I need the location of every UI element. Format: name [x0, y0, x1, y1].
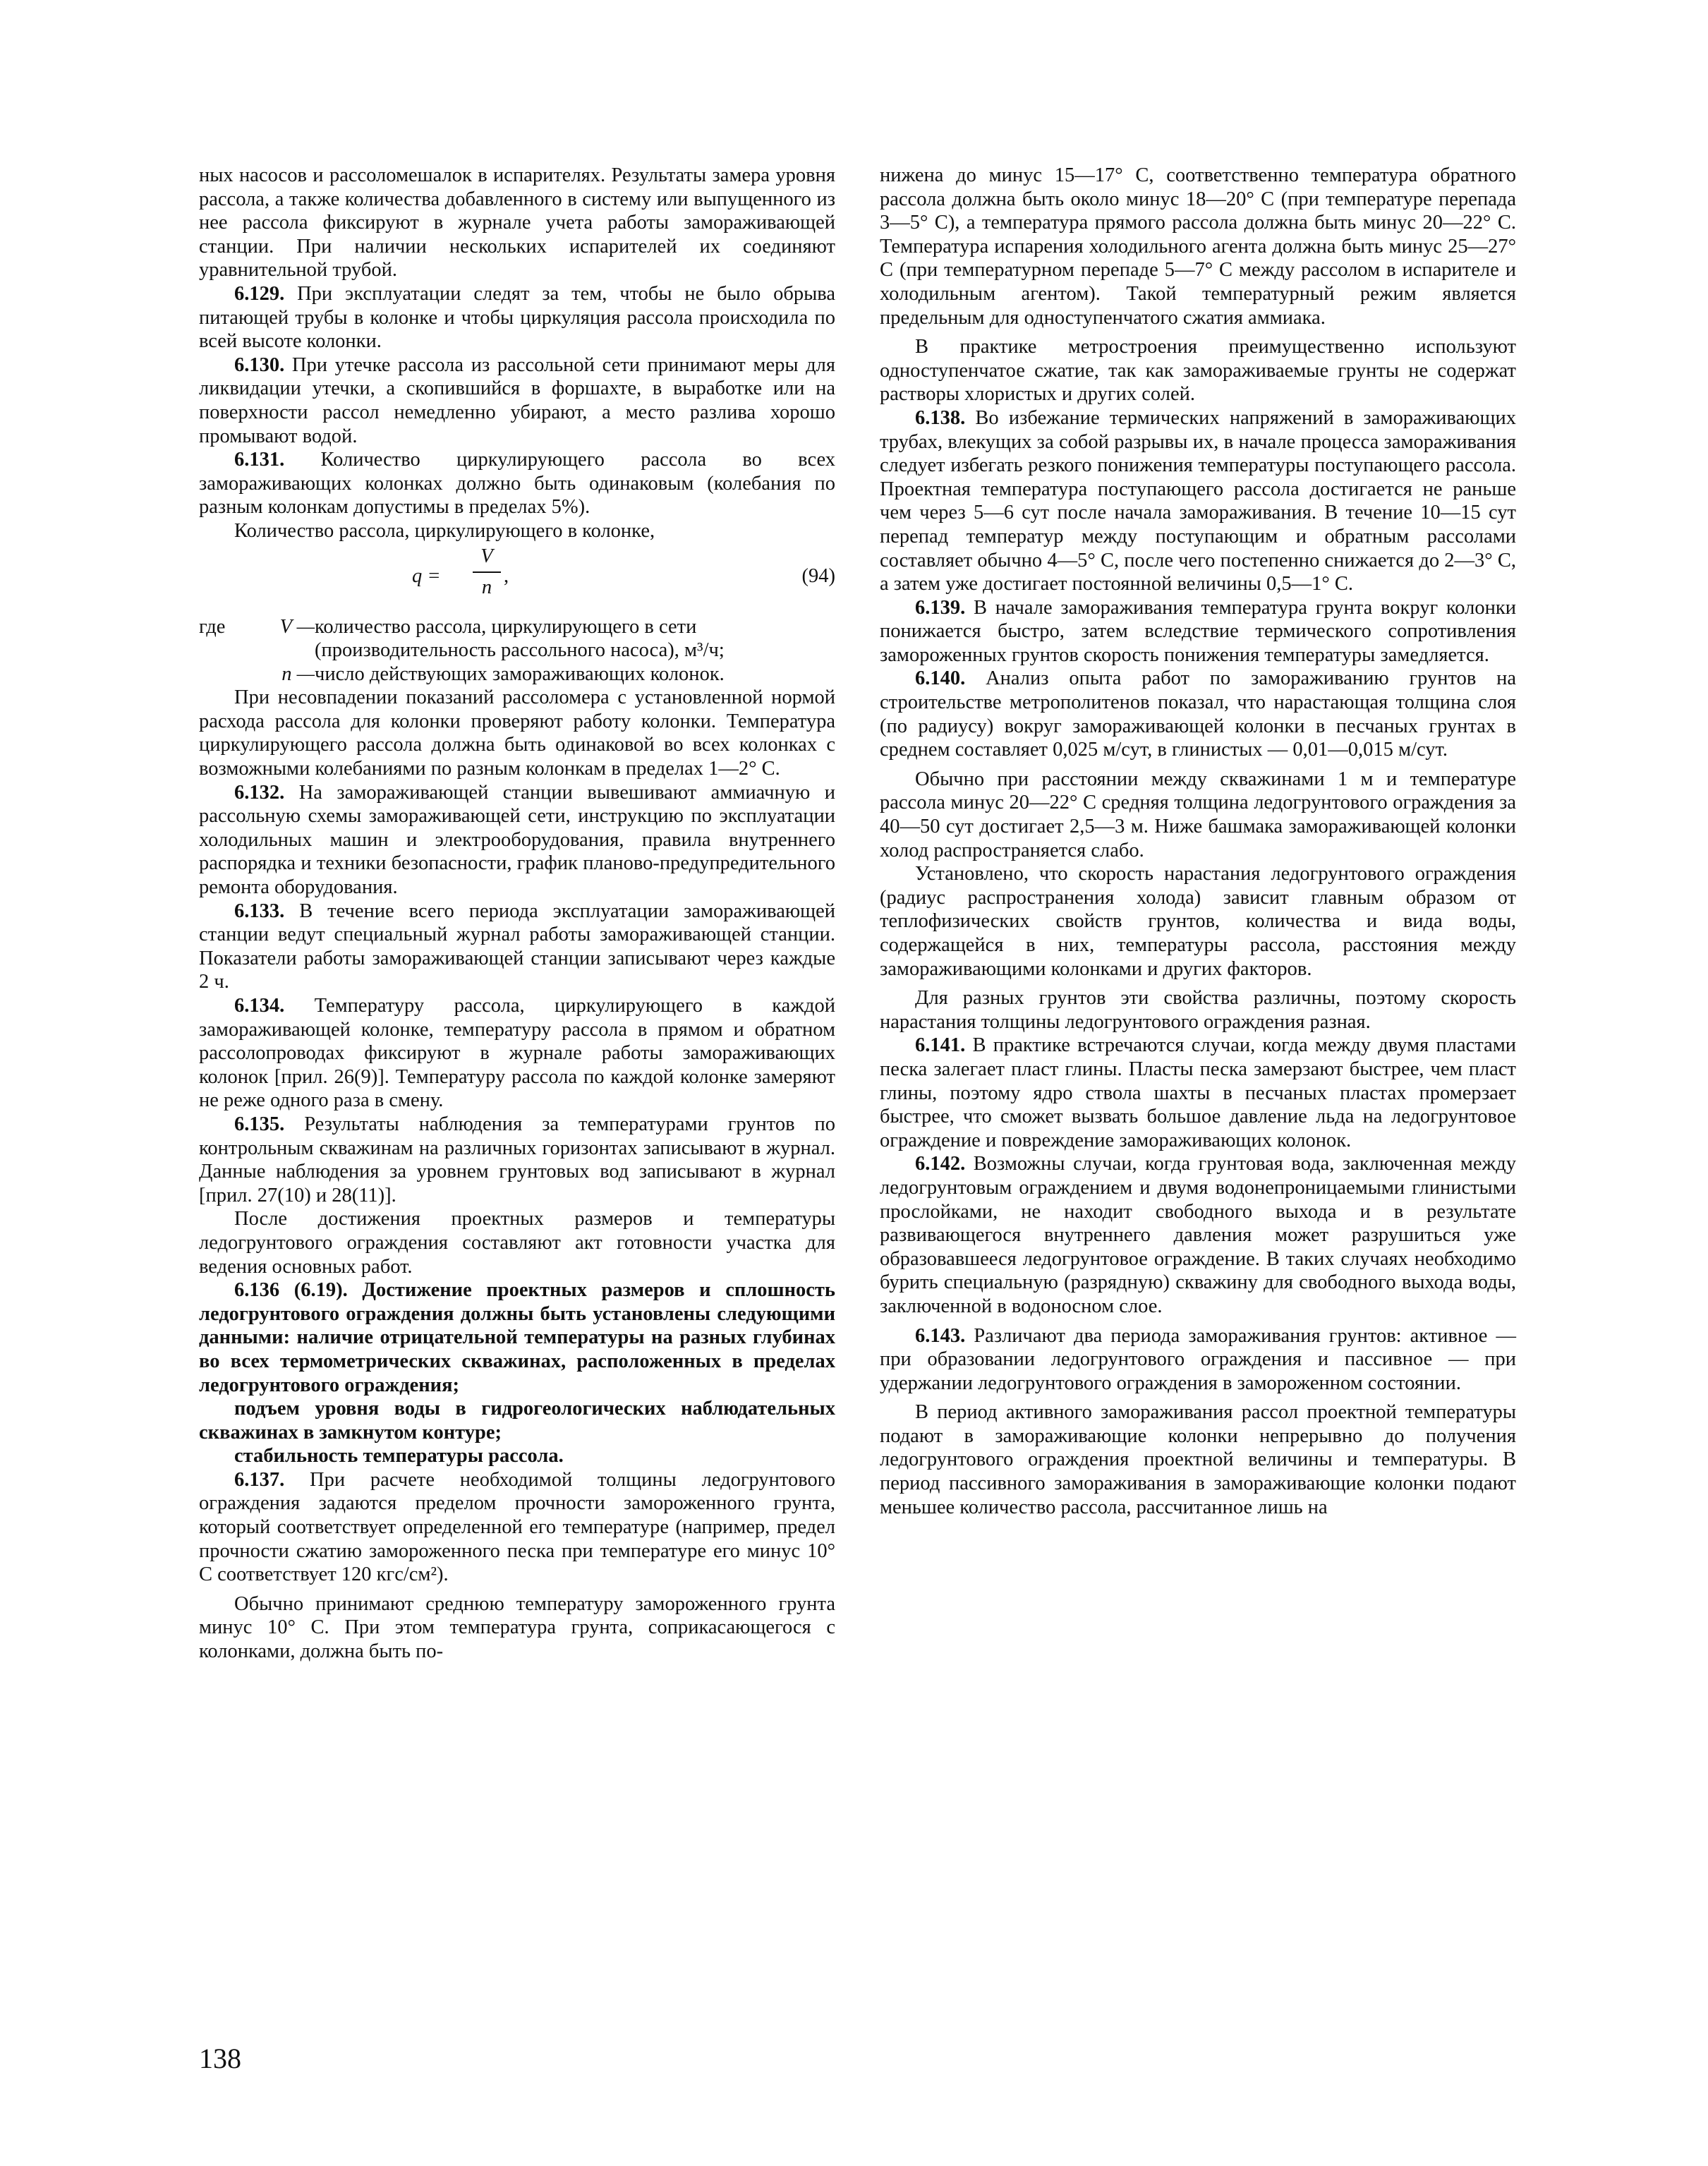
legend-text-continued: (производительность рассольного насоса), м³/ч;	[315, 639, 725, 662]
formula-legend	[199, 615, 835, 686]
right-column	[880, 164, 1516, 1519]
clause-number: 6.140.	[915, 667, 966, 690]
clause-text: Температуру рассола, циркулирующего в каждой замораживающей колонке, температуру рассола в прямом и обратном рассолопроводах фиксируют в журнале работы замораживающих колонок [прил. 26(9)]. Температуру рассола по каждой колонке замеряют не реже одного раза в смену.	[199, 995, 835, 1112]
paragraph: Для разных грунтов эти свойства различны, поэтому скорость нарастания толщины ледогрунтового ограждения разная.	[880, 987, 1516, 1033]
clause-text: Возможны случаи, когда грунтовая вода, заключенная между ледогрунтовым ограждением и двумя водонепроницаемыми глинистыми прослойками, не находит свободного выхода и в результате развивающегося внутреннего давления может разрушиться уже образовавшееся ледогрунтовое ограждение. В таких случаях необходимо бурить специальную (разрядную) скважину для свободного выхода воды, заключенной в водоносном слое.	[880, 1153, 1517, 1317]
paragraph-6-142	[880, 1152, 1516, 1318]
paragraph: Количество рассола, циркулирующего в колонке,	[234, 519, 655, 542]
clause-number: 6.137.	[234, 1468, 285, 1491]
clause-number: 6.139.	[915, 596, 966, 619]
clause-text: В течение всего периода эксплуатации замораживающей станции ведут специальный журнал работы замораживающей станции. Показатели работы замораживающей станции записывают через каждые 2 ч.	[199, 900, 835, 993]
clause-number: 6.134.	[234, 995, 285, 1017]
paragraph-6-139	[880, 596, 1516, 667]
paragraph: нижена до минус 15—17° С, соответственно температура обратного рассола должна быть около минус 18—20° С (при температуре перепада 3—5° С), а температура прямого рассола должна быть минус 20—22° С. Температура испарения холодильного агента должна быть минус 25—27° С (при температурном перепаде 5—7° С между рассолом в испарителе и холодильным агентом). Такой температурный режим является предельным для одноступенчатого сжатия аммиака.	[880, 164, 1516, 329]
legend-row	[199, 615, 835, 639]
paragraph-6-135	[199, 1113, 835, 1207]
formula-comma: ,	[504, 564, 509, 587]
paragraph-6-133	[199, 900, 835, 994]
paragraph-6-143	[880, 1324, 1516, 1396]
clause-number: 6.130.	[234, 353, 285, 376]
formula-94	[199, 545, 835, 612]
paragraph-6-140	[880, 667, 1516, 761]
paragraph: Обычно принимают среднюю температуру замороженного грунта минус 10° С. При этом температура грунта, соприкасающегося с колонками, должна быть по-	[199, 1592, 835, 1663]
left-column	[199, 164, 835, 1664]
clause-text: При эксплуатации следят за тем, чтобы не было обрыва питающей трубы в колонке и чтобы циркуляция рассола происходила по всей высоте колонки.	[199, 282, 835, 353]
clause-text: Различают два периода замораживания грунтов: активное — при образовании ледогрунтового ограждения и пассивное — при удержании ледогрунтового ограждения в замороженном состоянии.	[880, 1324, 1517, 1394]
clause-text: Результаты наблюдения за температурами грунтов по контрольным скважинам на различных горизонтах записывают в журнал. Данные наблюдения за уровнем грунтовых вод записывают в журнал [прил. 27(10) и 28(11)].	[199, 1113, 836, 1206]
clause-number: 6.129.	[234, 282, 285, 305]
clause-number: 6.141.	[915, 1034, 966, 1057]
paragraph-6-138	[880, 406, 1516, 596]
clause-number: 6.135.	[234, 1113, 285, 1135]
clause-number: 6.132.	[234, 781, 285, 804]
paragraph: Обычно при расстоянии между скважинами 1 м и температуре рассола минус 20—22° С средняя толщина ледогрунтового ограждения за 40—50 сут достигает 2,5—3 м. Ниже башмака замораживающей колонки холод распространяется слабо.	[880, 768, 1516, 861]
clause-number: 6.138.	[915, 406, 966, 429]
paragraph-6-129	[199, 282, 835, 353]
clause-number: 6.142.	[915, 1153, 966, 1175]
paragraph: Установлено, что скорость нарастания ледогрунтового ограждения (радиус распространения холода) зависит главным образом от теплофизических свойств грунтов, количества и вида воды, содержащейся в них, температуры рассола, расстояния между замораживающими колонками и других факторов.	[880, 863, 1516, 980]
clause-text: В начале замораживания температура грунта вокруг колонки понижается быстро, затем вследствие термического сопротивления замороженных грунтов скорость понижения температуры замедляется.	[880, 596, 1517, 666]
paragraph: При несовпадении показаний рассоломера с установленной нормой расхода рассола для колонки проверяют работу колонки. Температура циркулирующего рассола должна быть одинаковой во всех колонках с возможными колебаниями по разным колонкам в пределах 1—2° С.	[199, 686, 835, 780]
clause-number: 6.131.	[234, 449, 285, 471]
legend-symbol: V —	[279, 615, 315, 638]
clause-text: Анализ опыта работ по замораживанию грунтов на строительстве метрополитенов показал, что нарастающая толщина слоя (по радиусу) вокруг замораживающей колонки в песчаных грунтах в среднем составляет 0,025 м/сут, в глинистых — 0,01—0,015 м/сут.	[880, 667, 1516, 761]
formula-lhs: q =	[412, 564, 441, 587]
formula-fraction	[473, 545, 501, 600]
clause-text: При утечке рассола из рассольной сети принимают меры для ликвидации утечки, а скопившийся в форшахте, в выработке или на поверхности рассол немедленно убирают, а место разлива хорошо промывают водой.	[199, 353, 835, 447]
paragraph-bold: подъем уровня воды в гидрогеологических наблюдательных скважинах в замкнутом контуре;	[199, 1398, 835, 1444]
formula-denominator: n	[481, 576, 492, 598]
clause-number: 6.143.	[915, 1324, 966, 1347]
equation-number: (94)	[801, 564, 835, 587]
legend-where-label: где	[199, 615, 226, 638]
paragraph: В период активного замораживания рассол проектной температуры подают в замораживающие колонки непрерывно до получения ледогрунтового ограждения проектной величины и температуры. В период пассивного замораживания в замораживающие колонки подают меньшее количество рассола, рассчитанное лишь на	[880, 1401, 1516, 1518]
clause-text: При расчете необходимой толщины ледогрунтового ограждения задаются пределом прочности замороженного грунта, который соответствует определенной его температуре (например, предел прочности сжатию замороженного песка при температуре его минус 10° С соответствует 120 кгс/см²).	[199, 1468, 835, 1586]
paragraph-6-137	[199, 1468, 835, 1587]
paragraph-6-136: 6.136 (6.19). Достижение проектных размеров и сплошность ледогрунтового ограждения должны быть установлены следующими данными: наличие отрицательной температуры на разных глубинах во всех термометрических скважинах, расположенных в пределах ледогрунтового ограждения;	[199, 1279, 835, 1396]
paragraph-6-134	[199, 994, 835, 1113]
legend-text: количество рассола, циркулирующего в сети	[315, 615, 697, 638]
fraction-bar	[473, 571, 501, 573]
paragraph-bold: стабильность температуры рассола.	[234, 1445, 564, 1468]
paragraph-6-131	[199, 448, 835, 519]
paragraph: ных насосов и рассоломешалок в испарителях. Результаты замера уровня рассола, а также количества добавленного в систему или выпущенного из нее рассола фиксируют в журнале учета работы замораживающей станции. При наличии нескольких испарителей их соединяют уравнительной трубой.	[199, 164, 835, 282]
paragraph: В практике метростроения преимущественно используют одноступенчатое сжатие, так как замораживаемые грунты не содержат растворы хлористых и других солей.	[880, 336, 1516, 406]
clause-text: Во избежание термических напряжений в замораживающих трубах, влекущих за собой разрывы их, в начале процесса замораживания следует избегать резкого понижения температуры поступающего рассола. Проектная температура поступающего рассола достигается не раньше чем через 5—6 сут после начала замораживания. В течение 10—15 сут перепад температур между поступающим и обратным рассолами составляет обычно 4—5° С, после чего постепенно снижается до 2—3° С, а затем уже достигает постоянной величины 0,5—1° С.	[880, 406, 1517, 595]
legend-text: число действующих замораживающих колонок.	[315, 662, 725, 685]
legend-row	[199, 662, 835, 686]
legend-symbol: n —	[281, 662, 315, 685]
clause-text: На замораживающей станции вывешивают аммиачную и рассольную схемы замораживающей сети, инструкцию по эксплуатации холодильных машин и электрооборудования, правила внутреннего распорядка и техники безопасности, график планово-предупредительного ремонта оборудования.	[199, 781, 835, 899]
paragraph-6-130	[199, 353, 835, 448]
formula-numerator: V	[480, 545, 493, 567]
paragraph-6-141	[880, 1034, 1516, 1152]
page-number: 138	[199, 2043, 241, 2074]
clause-text: Количество циркулирующего рассола во всех замораживающих колонках должно быть одинаковым (колебания по разным колонкам допустимы в пределах 5%).	[199, 449, 835, 519]
clause-number: 6.133.	[234, 900, 285, 922]
paragraph-6-132	[199, 781, 835, 900]
paragraph: После достижения проектных размеров и температуры ледогрунтового ограждения составляют акт готовности участка для ведения основных работ.	[199, 1208, 835, 1278]
clause-text: В практике встречаются случаи, когда между двумя пластами песка залегает пласт глины. Пласты песка замерзают быстрее, чем пласт глины, поэтому ядро ствола шахты в песчаных пластах промерзает быстрее, что сможет вызвать большое давление льда на ледогрунтовое ограждение и повреждение замораживающих колонок.	[880, 1034, 1517, 1151]
